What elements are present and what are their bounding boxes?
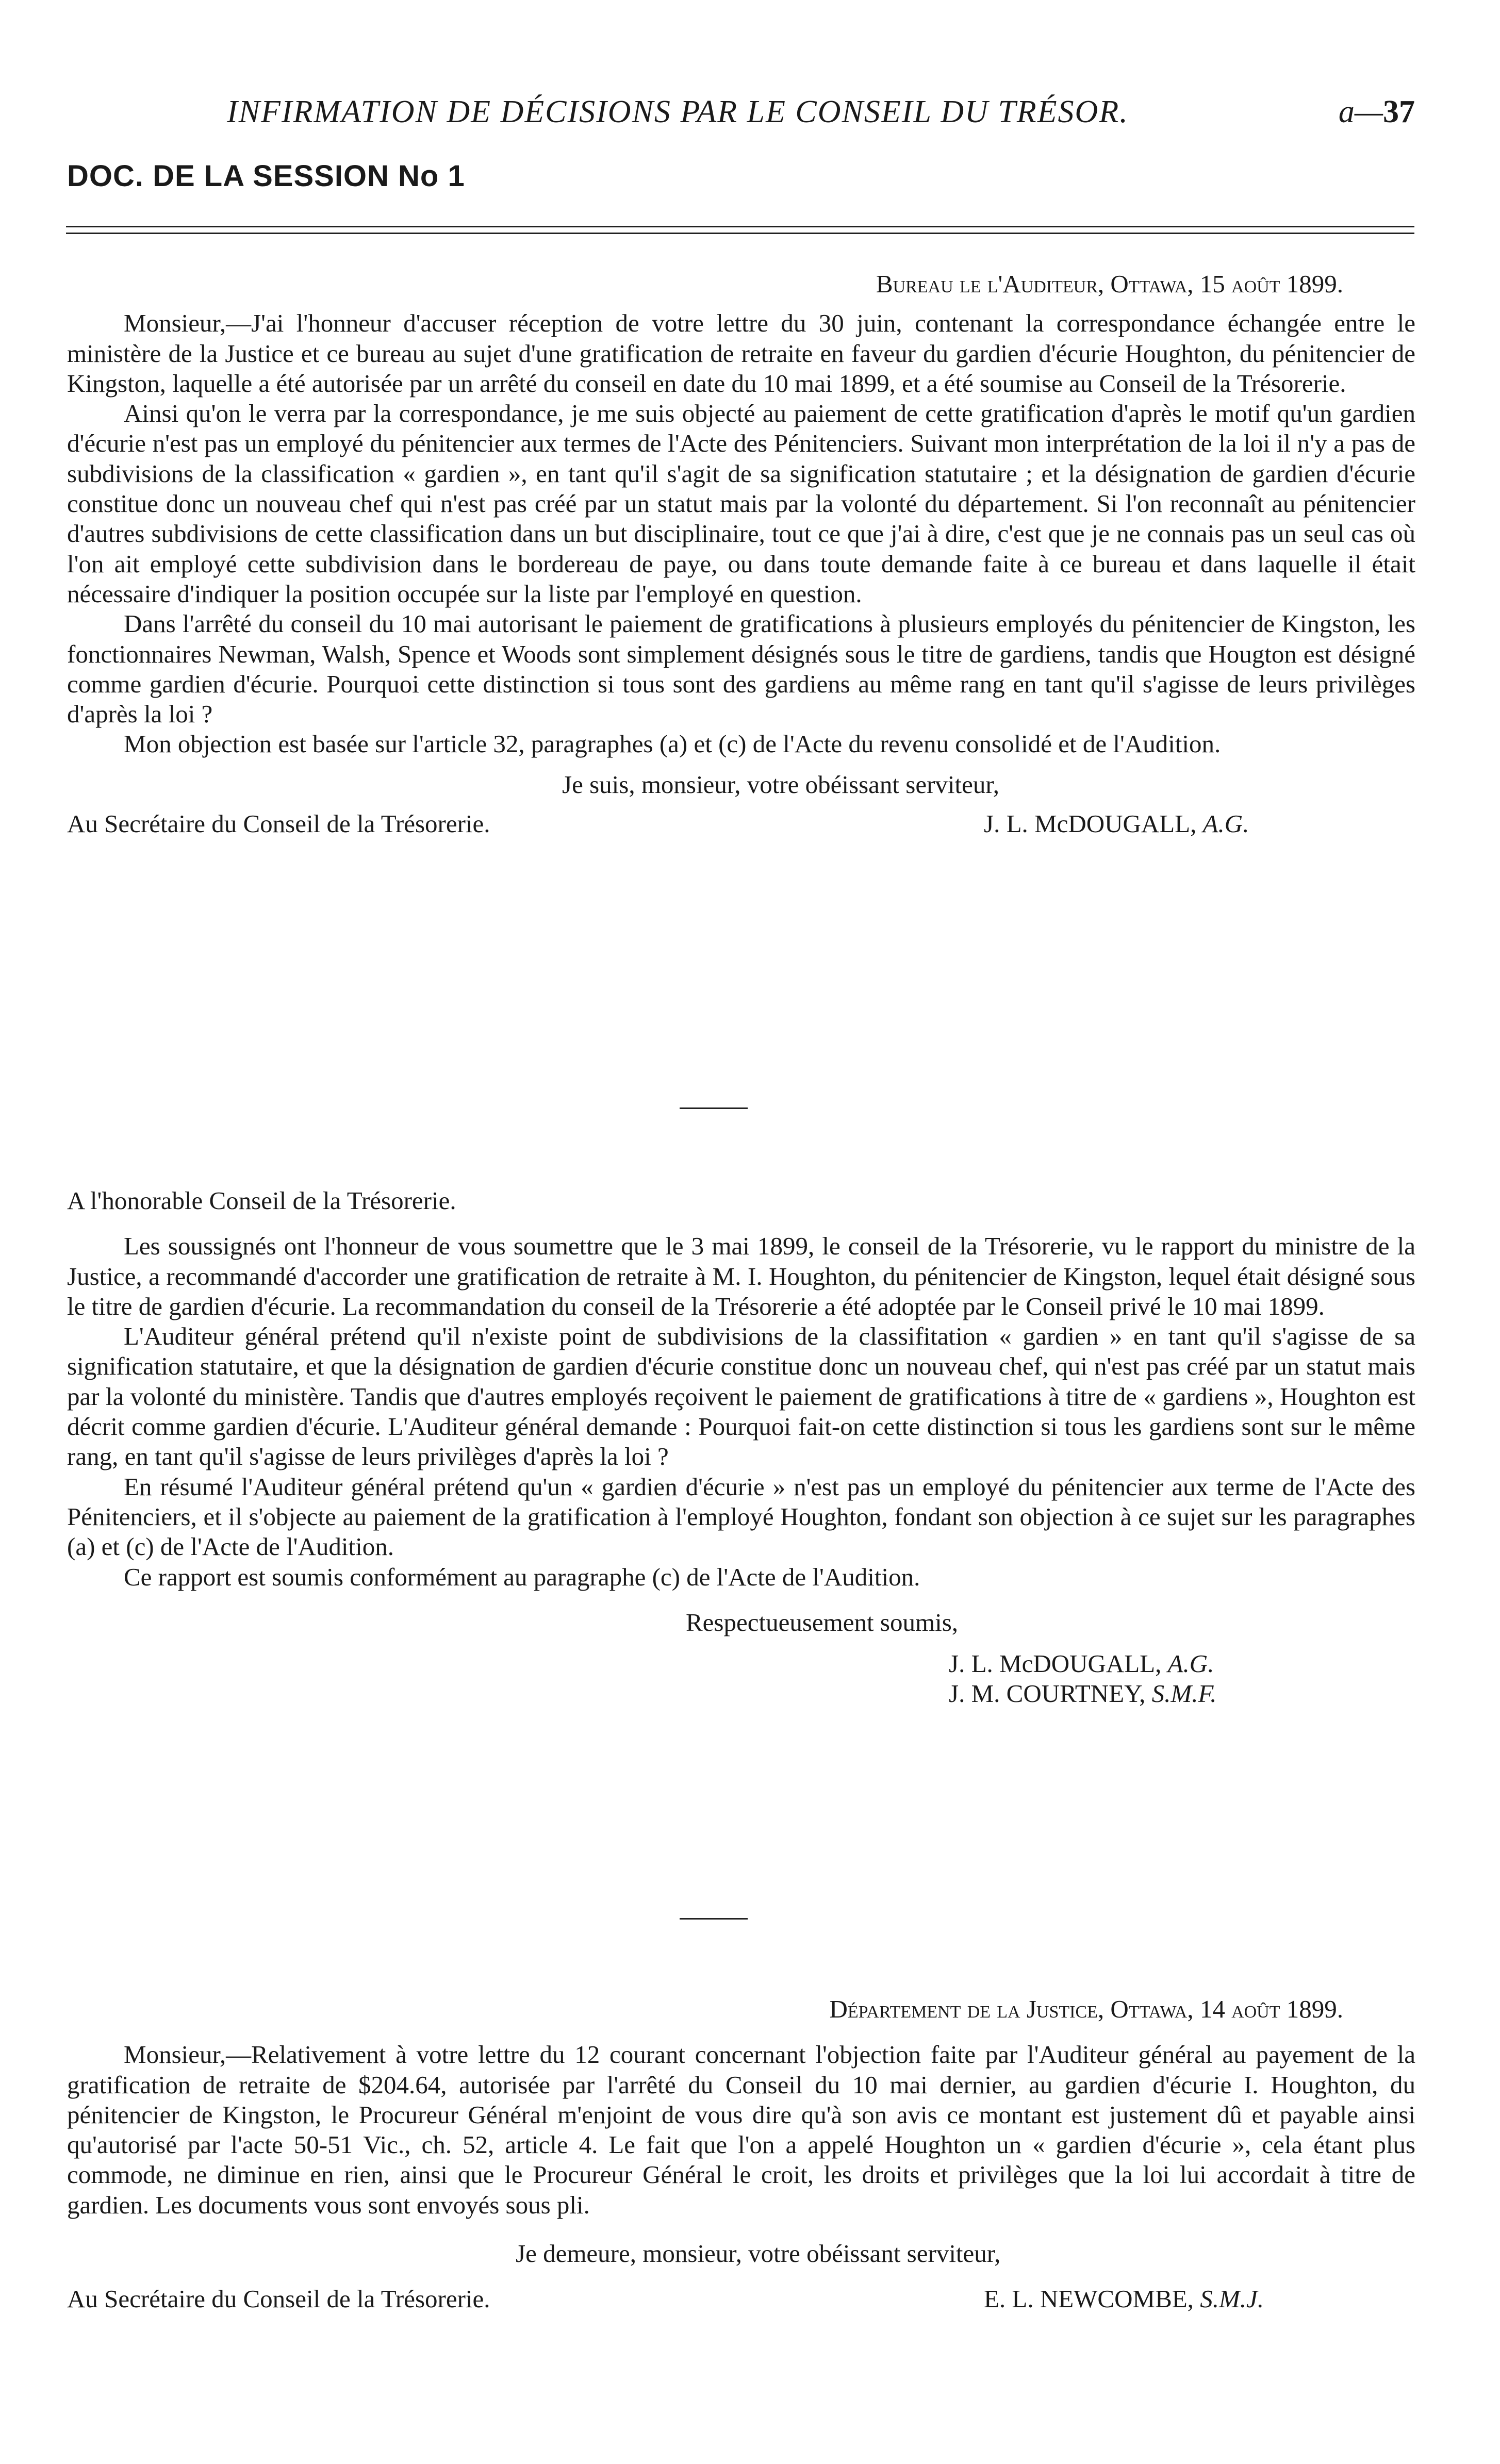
memo-signer2-title: S.M.F. — [1151, 1679, 1217, 1708]
letter1-signature-title: A.G. — [1202, 809, 1249, 838]
letter1-paragraph-2: Ainsi qu'on le verra par la correspondance, je me suis objecté au paiement de cette gratification d'après le motif qu'un gardien d'écurie n'est pas un employé du pénitencier aux termes de l'Acte des Pénitenciers. Suivant mon interprétation de la loi il n'y a pas de subdivisions de la classification « gardien », en tant qu'il s'agit de sa signification statutaire ; et la désignation de gardien d'écurie constitue donc un nouveau chef qui n'est pas créé par un statut mais par la volonté du département. Si l'on reconnaît au pénitencier d'autres subdivisions de cette classification dans un but disciplinaire, tout ce que j'ai à dire, c'est que je ne connais pas un seul cas où l'on ait employé cette subdivision dans le bordereau de paye, ou dans toute demande faite à ce bureau et dans laquelle il était nécessaire d'indiquer la position occupée sur la liste par l'employé en question. — [67, 399, 1415, 608]
letter1-signature-row — [67, 809, 1415, 839]
letter-justice — [67, 1994, 1415, 2314]
header-double-rule — [66, 226, 1414, 234]
letter2-signature-title: S.M.J. — [1200, 2285, 1264, 2313]
memo-signer1-name: J. L. McDOUGALL, — [949, 1649, 1162, 1678]
doc-session-label: DOC. DE LA SESSION No 1 — [67, 159, 465, 193]
memo-treasury-board — [67, 1186, 1415, 1709]
memo-signer2-row — [67, 1679, 1415, 1709]
letter1-paragraph-3: Dans l'arrêté du conseil du 10 mai autorisant le paiement de gratifications à plusieurs employés du pénitencier de Kingston, les fonctionnaires Newman, Walsh, Spence et Woods sont simplement désignés sous le titre de gardiens, tandis que Hougton est désigné comme gardien d'écurie. Pourquoi cette distinction si tous sont des gardiens au même rang en tant qu'il s'agisse de leurs privilèges d'après la loi ? — [67, 609, 1415, 729]
memo-paragraph-2: L'Auditeur général prétend qu'il n'existe point de subdivisions de la classifitation « gardien » en tant qu'il s'agisse de sa signification statutaire, et que la désignation de gardien d'écurie constitue donc un nouveau chef, qui n'est pas créé par un statut mais par la volonté du ministère. Tandis que d'autres employés reçoivent le paiement de gratifications à titre de « gardiens », Houghton est décrit comme gardien d'écurie. L'Auditeur général demande : Pourquoi fait-on cette distinction si tous les gardiens sont sur le même rang, en tant qu'il s'agisse de leurs privilèges d'après la loi ? — [67, 1322, 1415, 1471]
memo-paragraph-1: Les soussignés ont l'honneur de vous soumettre que le 3 mai 1899, le conseil de la Trésorerie, vu le rapport du ministre de la Justice, a recommandé d'accorder une gratification de retraite à M. I. Houghton, du pénitencier de Kingston, lequel était désigné sous le titre de gardien d'écurie. La recommandation du conseil de la Trésorerie a été adoptée par le Conseil privé le 10 mai 1899. — [67, 1232, 1415, 1320]
letter2-closing: Je demeure, monsieur, votre obéissant serviteur, — [516, 2239, 1001, 2268]
page-number — [1339, 94, 1415, 130]
letter2-paragraph-1: Monsieur,—Relativement à votre lettre du 12 courant concernant l'objection faite par l'Auditeur général au payement de la gratification de retraite de $204.64, autorisée par l'arrêté du Conseil du 10 mai dernier, au gardien d'écurie I. Houghton, du pénitencier de Kingston, le Procureur Général m'enjoint de vous dire qu'à son avis ce montant est justement dû et payable ainsi qu'autorisé par l'acte 50-51 Vic., ch. 52, article 4. Le fait que l'on a appelé Houghton un « gardien d'écurie », cela étant plus commode, ne diminue en rien, ainsi que le Procureur Général le croit, les droits et privilèges que la loi lui accordait à titre de gardien. Les documents vous sont envoyés sous pli. — [67, 2040, 1415, 2219]
section-divider-1 — [680, 1107, 748, 1109]
letter1-paragraph-1: Monsieur,—J'ai l'honneur d'accuser réception de votre lettre du 30 juin, contenant la correspondance échangée entre le ministère de la Justice et ce bureau au sujet d'une gratification de retraite en faveur du gardien d'écurie Houghton, du pénitencier de Kingston, laquelle a été autorisée par un arrêté du conseil en date du 10 mai 1899, et a été soumise au Conseil de la Trésorerie. — [67, 309, 1415, 398]
letter1-paragraph-4: Mon objection est basée sur l'article 32, paragraphes (a) et (c) de l'Acte du revenu consolidé et de l'Audition. — [124, 730, 1221, 758]
letter1-closing: Je suis, monsieur, votre obéissant serviteur, — [562, 770, 999, 799]
letter1-signature-name: J. L. McDOUGALL, — [984, 809, 1197, 838]
section-divider-2 — [680, 1918, 748, 1920]
memo-signer2 — [949, 1679, 1216, 1709]
letter2-signature — [984, 2284, 1264, 2314]
letter2-signature-name: E. L. NEWCOMBE, — [984, 2285, 1194, 2313]
letter2-signature-row — [67, 2284, 1415, 2314]
letter1-dateline: Bureau le l'Auditeur, Ottawa, 15 août 1899. — [876, 270, 1343, 298]
memo-signer1-title: A.G. — [1167, 1649, 1214, 1678]
memo-signer1 — [949, 1649, 1214, 1679]
letter-auditor — [67, 269, 1415, 839]
memo-closing: Respectueusement soumis, — [686, 1608, 959, 1636]
page-number-value: 37 — [1383, 94, 1415, 129]
memo-salutation: A l'honorable Conseil de la Trésorerie. — [67, 1186, 456, 1215]
letter1-addressee: Au Secrétaire du Conseil de la Trésorerie. — [67, 809, 490, 838]
memo-paragraph-4: Ce rapport est soumis conformément au paragraphe (c) de l'Acte de l'Audition. — [124, 1562, 920, 1591]
letter1-closing-row — [67, 770, 1415, 800]
letter2-closing-row — [67, 2239, 1415, 2269]
memo-paragraph-3: En résumé l'Auditeur général prétend qu'un « gardien d'écurie » n'est pas un employé du pénitencier aux terme de l'Acte des Pénitenciers, et il s'objecte au paiement de la gratification à l'employé Houghton, fondant son objection à ce sujet sur les paragraphes (a) et (c) de l'Acte de l'Audition. — [67, 1472, 1415, 1561]
memo-closing-row — [67, 1608, 1415, 1638]
memo-signer2-name: J. M. COURTNEY, — [949, 1679, 1146, 1708]
letter2-addressee: Au Secrétaire du Conseil de la Trésorerie. — [67, 2285, 490, 2313]
running-title: INFIRMATION DE DÉCISIONS PAR LE CONSEIL DU TRÉSOR. — [227, 94, 1129, 129]
memo-signer1-row — [67, 1649, 1415, 1679]
letter2-dateline: Département de la Justice, Ottawa, 14 août 1899. — [829, 1995, 1343, 2023]
letter1-signature — [984, 809, 1249, 839]
page-prefix: a— — [1338, 94, 1383, 129]
